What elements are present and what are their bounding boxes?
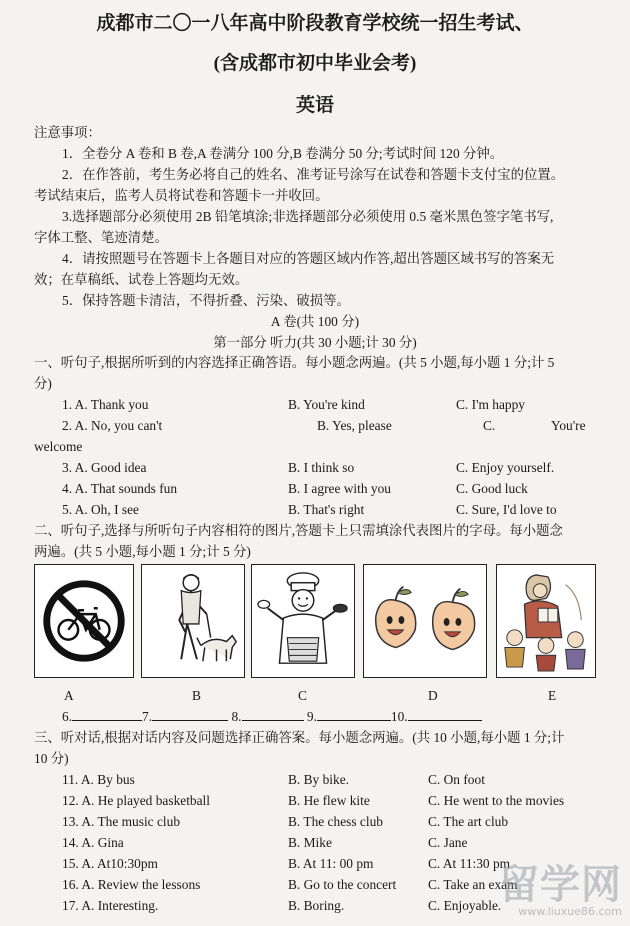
chef-icon <box>252 565 354 677</box>
q3-row-11-b: B. By bike. <box>288 772 350 787</box>
q3-row-12-a: 12. A. He played basketball <box>62 793 211 808</box>
q3-row-11-c: C. On foot <box>428 772 485 787</box>
watermark <box>499 862 622 918</box>
q3-instruction: 三、听对话,根据对话内容及问题选择正确答案。每小题念两遍。(共 10 小题,每小题 1 分;计 <box>34 730 565 745</box>
apples-icon <box>364 565 486 677</box>
picture-b-man-walking-dog <box>141 564 245 678</box>
blank-label-7: 7. <box>142 709 153 724</box>
answer-blank-6[interactable] <box>72 706 142 721</box>
notice-item-3: 3.选择题部分必须使用 2B 铅笔填涂;非选择题部分必须使用 0.5 毫米黑色签字笔书写, <box>62 209 554 224</box>
q3-row-14-c: C. Jane <box>428 835 468 850</box>
answer-blank-8[interactable] <box>242 706 304 721</box>
q3-row-12-c: C. He went to the movies <box>428 793 565 808</box>
grandma-children-icon <box>497 565 595 677</box>
blank-label-9: 9. <box>306 709 317 724</box>
q1-row-1-b: B. You're kind <box>288 397 365 412</box>
q1-row-5-a: 5. A. Oh, I see <box>62 502 139 517</box>
q1-row-4-c: C. Good luck <box>456 481 528 496</box>
q3-instruction-cont: 10 分) <box>34 751 69 766</box>
q3-row-16-a: 16. A. Review the lessons <box>62 877 201 892</box>
picture-e-grandma-reading <box>496 564 596 678</box>
blank-label-10: 10. <box>390 709 408 724</box>
q1-row-3-c: C. Enjoy yourself. <box>456 460 555 475</box>
q3-row-17-b: B. Boring. <box>288 898 345 913</box>
answer-blank-9[interactable] <box>317 706 391 721</box>
q3-row-13-c: C. The art club <box>428 814 509 829</box>
q1-row-2-b: B. Yes, please <box>317 418 392 433</box>
exam-subject: 英语 <box>295 95 334 116</box>
picture-label-e: E <box>548 688 557 703</box>
picture-label-d: D <box>428 688 438 703</box>
picture-label-c: C <box>298 688 307 703</box>
picture-a-no-bicycle-sign <box>34 564 134 678</box>
notice-item-5: 5．保持答题卡清洁，不得折叠、污染、破损等。 <box>62 293 350 308</box>
answer-blanks-row <box>62 706 482 727</box>
q1-instruction: 一、听句子,根据所听到的内容选择正确答语。每小题念两遍。(共 5 小题,每小题 1 分;计 5 <box>34 355 555 370</box>
q1-row-5-c: C. Sure, I'd love to <box>456 502 557 517</box>
q2-instruction: 二、听句子,选择与所听句子内容相符的图片,答题卡上只需填涂代表图片的字母。每小题念 <box>34 523 563 538</box>
picture-label-a: A <box>64 688 74 703</box>
q3-row-13-a: 13. A. The music club <box>62 814 181 829</box>
q3-row-17-a: 17. A. Interesting. <box>62 898 159 913</box>
q3-row-15-b: B. At 11: 00 pm <box>288 856 374 871</box>
q2-instruction-cont: 两遍。(共 5 小题,每小题 1 分;计 5 分) <box>34 544 251 559</box>
q3-row-15-a: 15. A. At10:30pm <box>62 856 158 871</box>
q3-row-11-a: 11. A. By bus <box>62 772 135 787</box>
q1-row-1-a: 1. A. Thank you <box>62 397 149 412</box>
q1-row-2-a: 2. A. No, you can't <box>62 418 163 433</box>
notice-item-4: 4．请按照题号在答题卡上各题目对应的答题区域内作答,超出答题区域书写的答案无 <box>62 251 555 266</box>
q1-row-2-c-text-cont: welcome <box>34 439 83 454</box>
blank-label-8: 8. <box>231 709 242 724</box>
exam-title: 成都市二〇一八年高中阶段教育学校统一招生考试、 <box>96 13 534 34</box>
q1-row-4-a: 4. A. That sounds fun <box>62 481 178 496</box>
section-a-heading: A 卷(共 100 分) <box>270 314 360 329</box>
q3-row-12-b: B. He flew kite <box>288 793 370 808</box>
q3-row-17-c: C. Enjoyable. <box>428 898 502 913</box>
q1-row-2-c: C. <box>483 418 496 433</box>
q3-row-14-b: B. Mike <box>288 835 332 850</box>
q1-row-3-b: B. I think so <box>288 460 355 475</box>
q3-row-16-b: B. Go to the concert <box>288 877 397 892</box>
picture-label-b: B <box>192 688 201 703</box>
watermark-url: www.liuxue86.com <box>518 905 622 918</box>
part1-heading: 第一部分 听力(共 30 小题;计 30 分) <box>213 335 417 350</box>
notice-item-3-cont: 字体工整、笔迹清楚。 <box>34 230 168 245</box>
picture-d-smiling-apples <box>363 564 487 678</box>
notice-item-2: 2．在作答前，考生务必将自己的姓名、准考证号涂写在试卷和答题卡支付宝的位置。 <box>62 167 565 182</box>
q1-row-5-b: B. That's right <box>288 502 365 517</box>
notice-item-1: 1．全卷分 A 卷和 B 卷,A 卷满分 100 分,B 卷满分 50 分;考试时间 120 分钟。 <box>62 146 504 161</box>
man-with-dog-icon <box>142 565 244 677</box>
q1-row-3-a: 3. A. Good idea <box>62 460 147 475</box>
q1-row-4-b: B. I agree with you <box>288 481 392 496</box>
q1-row-1-c: C. I'm happy <box>456 397 525 412</box>
q1-instruction-cont: 分) <box>34 376 52 391</box>
q3-row-16-c: C. Take an exam <box>428 877 518 892</box>
no-bicycle-icon <box>35 565 133 677</box>
q3-row-13-b: B. The chess club <box>288 814 383 829</box>
q1-row-2-c-text: You're <box>551 418 586 433</box>
q3-row-14-a: 14. A. Gina <box>62 835 124 850</box>
picture-c-chef-with-pan <box>251 564 355 678</box>
watermark-logo: 留学网 <box>499 862 622 908</box>
q3-row-15-c: C. At 11:30 pm <box>428 856 511 871</box>
blank-label-6: 6. <box>62 709 73 724</box>
notice-item-2-cont: 考试结束后，监考人员将试卷和答题卡一并收回。 <box>34 188 329 203</box>
answer-blank-10[interactable] <box>408 706 482 721</box>
notice-heading: 注意事项： <box>34 125 101 140</box>
exam-subtitle: (含成都市初中毕业会考) <box>213 53 417 74</box>
answer-blank-7[interactable] <box>152 706 228 721</box>
notice-item-4-cont: 效；在草稿纸、试卷上答题均无效。 <box>34 272 249 287</box>
